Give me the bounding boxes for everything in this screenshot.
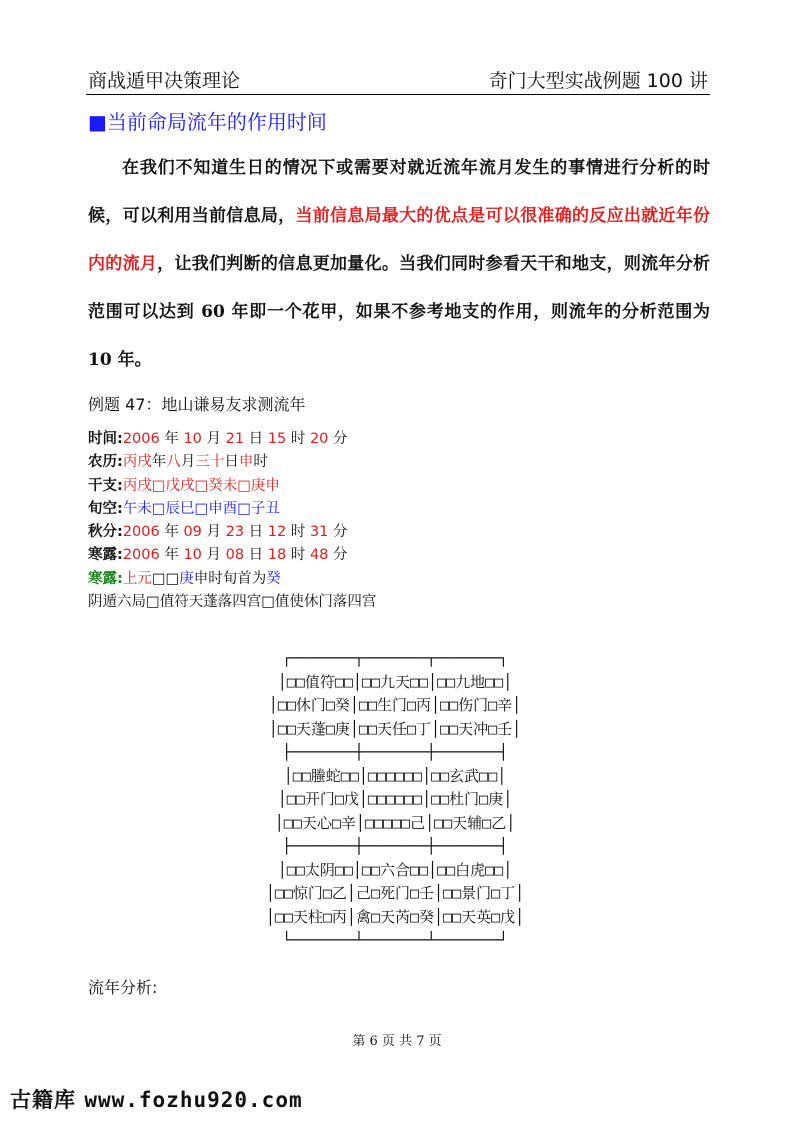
- grid-line: └───────┴───────┴───────┘: [282, 931, 508, 949]
- grid-line: │□□太阴□□│□□六合□□│□□白虎□□│: [277, 860, 513, 879]
- grid-line: │□□天蓬□庚│□□天任□丁│□□天冲□壬│: [268, 719, 522, 738]
- grid-line: │□□惊门□乙│己□死门□壬│□□景门□丁│: [265, 884, 525, 902]
- info-xunkong: 旬空:午未□辰巳□申酉□子丑: [88, 500, 280, 517]
- para-seg-highlight: 当前信息局最大的优点是可以很准确的反应出就近年份内的流月: [88, 206, 711, 274]
- example-title: 例题 47：地山谦易友求测流年: [88, 395, 306, 414]
- grid-line: ├───────┼───────┼───────┤: [282, 743, 508, 761]
- info-time: 时间:2006 年 10 月 21 日 15 时 20 分: [88, 431, 348, 447]
- grid-line: │□□螣蛇□□│□□□□□□│□□玄武□□│: [283, 766, 507, 785]
- info-hanlu: 寒露:2006 年 10 月 08 日 18 时 48 分: [88, 547, 348, 564]
- section-title: ■当前命局流年的作用时间: [88, 110, 327, 134]
- info-ganzhi: 干支:丙戌□戊戌□癸未□庚申: [88, 477, 280, 494]
- grid-line: │□□天心□辛│□□□□□己│□□天辅□乙│: [274, 813, 516, 832]
- body-paragraph: [88, 144, 710, 384]
- info-qiufen: 秋分:2006 年 09 月 23 日 12 时 31 分: [88, 524, 348, 541]
- grid-line: │□□休门□癸│□□生门□丙│□□伤门□辛│: [268, 696, 522, 714]
- para-seg: ，让我们判断的信息更加量化。当我们同时参看天干和地支，则流年分析范围可以达到 60 年即一个花甲，如果不参考地支的作用，则流年的分析范围为 10 年。: [88, 254, 711, 370]
- para-seg: 在我们不知道生日的情况下或需要对就近流年流月发生的事情进行分析的时候，可以利用当前信息局，: [88, 158, 710, 226]
- grid-line: │□□天柱□丙│禽□天芮□癸│□□天英□戊│: [265, 907, 525, 926]
- grid-line: ├───────┼───────┼───────┤: [282, 837, 508, 855]
- page-header: [86, 64, 710, 95]
- header-left: 商战遁甲决策理论: [88, 70, 241, 92]
- info-ju: 阴遁六局□值符天蓬落四宫□值使休门落四宫: [88, 594, 377, 611]
- header-right: 奇门大型实战例题 100 讲: [488, 70, 708, 92]
- qimen-grid: [150, 647, 640, 953]
- grid-line: │□□值符□□│□□九天□□│□□九地□□│: [277, 672, 513, 691]
- page-footer: 第 6 页 共 7 页: [352, 1034, 442, 1049]
- info-yuan: 寒露:上元□□庚申时旬首为癸: [88, 570, 281, 587]
- grid-line: │□□开门□戊│□□□□□□│□□杜门□庚│: [277, 790, 513, 808]
- info-lunar: 农历:丙戌年八月三十日申时: [88, 454, 268, 471]
- analysis-label: 流年分析:: [88, 978, 158, 997]
- watermark: 古籍库 www.fozhu920.com: [10, 1088, 303, 1112]
- grid-line: ┌───────┬───────┬───────┐: [282, 649, 508, 667]
- chart-info: [88, 428, 376, 614]
